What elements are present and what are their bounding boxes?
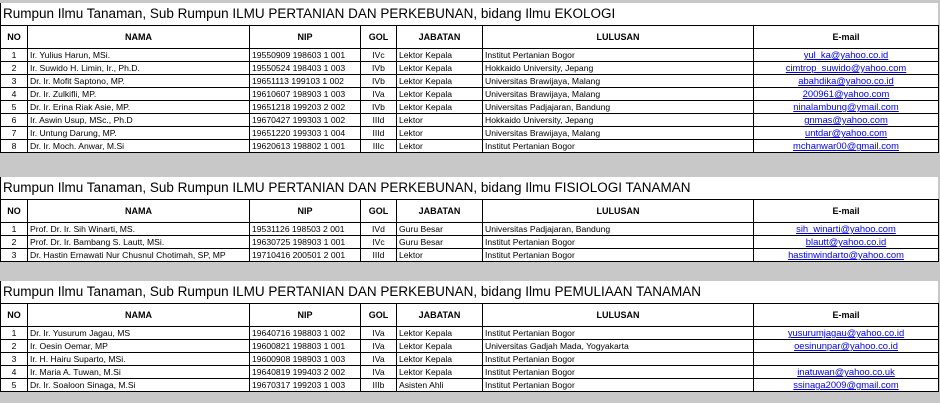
column-header-gol: GOL — [361, 200, 397, 223]
cell-no: 1 — [1, 223, 28, 236]
table-row — [1, 114, 939, 127]
email-link[interactable]: ssinaga2009@gmail.com — [793, 379, 899, 390]
cell-no: 7 — [1, 127, 28, 140]
cell-nama: Dr. Ir. Yusurum Jagau, MS — [28, 327, 250, 340]
cell-nip: 19710416 200501 2 001 — [250, 249, 361, 262]
email-link[interactable]: blautt@yahoo.co.id — [805, 236, 887, 247]
column-header-nama: NAMA — [28, 200, 250, 223]
email-link[interactable]: untdar@yahoo.com — [805, 127, 887, 138]
section-title: Rumpun Ilmu Tanaman, Sub Rumpun ILMU PERTANIAN DAN PERKEBUNAN, bidang Ilmu FISIOLOGI TANAMAN — [0, 177, 938, 199]
table-row — [1, 101, 939, 114]
cell-gol: IVb — [361, 75, 397, 88]
cell-nip: 19630725 198903 1 001 — [250, 236, 361, 249]
cell-lulusan: Institut Pertanian Bogor — [483, 140, 754, 153]
cell-gol: IVc — [361, 236, 397, 249]
table-row — [1, 236, 939, 249]
cell-email — [754, 327, 939, 340]
cell-nama: Dr. Ir. Moch. Anwar, M.Si — [28, 140, 250, 153]
cell-gol: IIIb — [361, 379, 397, 392]
cell-lulusan: Institut Pertanian Bogor — [483, 49, 754, 62]
table-row — [1, 379, 939, 392]
cell-email — [754, 62, 939, 75]
table-row — [1, 340, 939, 353]
cell-no: 5 — [1, 379, 28, 392]
cell-nama: Dr. Hastin Ernawati Nur Chusnul Chotimah, SP, MP — [28, 249, 250, 262]
table-row — [1, 353, 939, 366]
cell-gol: IVa — [361, 88, 397, 101]
cell-email — [754, 340, 939, 353]
cell-no: 8 — [1, 140, 28, 153]
cell-lulusan: Institut Pertanian Bogor — [483, 353, 754, 366]
table-row — [1, 88, 939, 101]
email-link[interactable]: inatuwan@yahoo.co.uk — [797, 366, 895, 377]
cell-nama: Ir. Yulius Harun, MSi. — [28, 49, 250, 62]
cell-gol: IVd — [361, 223, 397, 236]
cell-gol: IIIc — [361, 140, 397, 153]
cell-nip: 19550524 198403 1 003 — [250, 62, 361, 75]
cell-nama: Ir. Untung Darung, MP. — [28, 127, 250, 140]
cell-nama: Ir. Maria A. Tuwan, M.Si — [28, 366, 250, 379]
section-title: Rumpun Ilmu Tanaman, Sub Rumpun ILMU PERTANIAN DAN PERKEBUNAN, bidang Ilmu EKOLOGI — [0, 3, 938, 25]
table-row — [1, 327, 939, 340]
table-section — [0, 177, 938, 262]
cell-gol: IVb — [361, 62, 397, 75]
cell-email — [754, 49, 939, 62]
cell-jabatan: Lektor Kepala — [397, 49, 483, 62]
cell-jabatan: Guru Besar — [397, 223, 483, 236]
cell-nip: 19620613 198802 1 001 — [250, 140, 361, 153]
cell-nip: 19670427 199303 1 002 — [250, 114, 361, 127]
cell-nip: 19651113 199103 1 002 — [250, 75, 361, 88]
cell-jabatan: Lektor Kepala — [397, 88, 483, 101]
cell-nama: Ir. Suwido H. Limin, Ir., Ph.D. — [28, 62, 250, 75]
cell-lulusan: Universitas Gadjah Mada, Yogyakarta — [483, 340, 754, 353]
cell-email — [754, 236, 939, 249]
cell-no: 1 — [1, 327, 28, 340]
cell-nama: Ir. Oesin Oemar, MP — [28, 340, 250, 353]
column-header-no: NO — [1, 200, 28, 223]
column-header-email: E-mail — [754, 200, 939, 223]
email-link[interactable]: hastinwindarto@yahoo.com — [788, 249, 904, 260]
cell-jabatan: Lektor Kepala — [397, 62, 483, 75]
cell-lulusan: Institut Pertanian Bogor — [483, 379, 754, 392]
email-link[interactable]: yul_ka@yahoo.co.id — [803, 49, 889, 60]
cell-jabatan: Lektor — [397, 127, 483, 140]
email-link[interactable]: oesinunpar@yahoo.co.id — [794, 340, 898, 351]
email-link[interactable]: 200961@yahoo.com — [802, 88, 890, 99]
cell-email — [754, 249, 939, 262]
table-section — [0, 281, 938, 392]
cell-nama: Prof. Dr. Ir. Sih Winarti, MS. — [28, 223, 250, 236]
column-header-no: NO — [1, 304, 28, 327]
cell-jabatan: Lektor Kepala — [397, 75, 483, 88]
cell-nama: Dr. Ir. Erina Riak Asie, MP. — [28, 101, 250, 114]
email-link[interactable]: sih_winarti@yahoo.com — [796, 223, 896, 234]
table-row — [1, 62, 939, 75]
column-header-jabatan: JABATAN — [397, 26, 483, 49]
cell-nip: 19531126 198503 2 001 — [250, 223, 361, 236]
cell-lulusan: Universitas Brawijaya, Malang — [483, 127, 754, 140]
cell-email — [754, 101, 939, 114]
cell-jabatan: Lektor Kepala — [397, 340, 483, 353]
cell-no: 4 — [1, 366, 28, 379]
column-header-gol: GOL — [361, 26, 397, 49]
table-row — [1, 75, 939, 88]
cell-no: 5 — [1, 101, 28, 114]
cell-email — [754, 140, 939, 153]
cell-email — [754, 75, 939, 88]
cell-gol: IVa — [361, 353, 397, 366]
cell-nip: 19651218 199203 2 002 — [250, 101, 361, 114]
column-header-jabatan: JABATAN — [397, 200, 483, 223]
cell-lulusan: Universitas Brawijaya, Malang — [483, 88, 754, 101]
table-row — [1, 49, 939, 62]
cell-jabatan: Lektor — [397, 140, 483, 153]
cell-jabatan: Guru Besar — [397, 236, 483, 249]
cell-no: 2 — [1, 340, 28, 353]
column-header-nip: NIP — [250, 304, 361, 327]
email-link[interactable]: gnmas@yahoo.com — [804, 114, 888, 125]
cell-nama: Dr. Ir. Soaloon Sinaga, M.Si — [28, 379, 250, 392]
cell-no: 2 — [1, 62, 28, 75]
cell-nama: Dr. Ir. Zulkifli, MP. — [28, 88, 250, 101]
cell-gol: IIId — [361, 127, 397, 140]
column-header-lulusan: LULUSAN — [483, 200, 754, 223]
cell-no: 3 — [1, 249, 28, 262]
table-row — [1, 249, 939, 262]
cell-nip: 19640819 199403 2 002 — [250, 366, 361, 379]
staff-table — [0, 199, 939, 262]
column-header-jabatan: JABATAN — [397, 304, 483, 327]
cell-nip: 19600821 198803 1 001 — [250, 340, 361, 353]
cell-gol: IVb — [361, 101, 397, 114]
table-row — [1, 223, 939, 236]
cell-nip: 19640716 198803 1 002 — [250, 327, 361, 340]
email-link[interactable]: yusurumjagau@yahoo.co.id — [787, 327, 905, 338]
cell-lulusan: Institut Pertanian Bogor — [483, 327, 754, 340]
cell-email — [754, 379, 939, 392]
cell-jabatan: Lektor Kepala — [397, 327, 483, 340]
cell-gol: IVc — [361, 49, 397, 62]
cell-no: 4 — [1, 88, 28, 101]
staff-table — [0, 25, 939, 153]
cell-no: 3 — [1, 353, 28, 366]
header-row — [1, 304, 939, 327]
column-header-no: NO — [1, 26, 28, 49]
table-row — [1, 127, 939, 140]
table-section — [0, 3, 938, 153]
cell-no: 2 — [1, 236, 28, 249]
cell-email — [754, 353, 939, 366]
cell-nama: Ir. H. Hairu Suparto, MSi. — [28, 353, 250, 366]
cell-no: 1 — [1, 49, 28, 62]
cell-email — [754, 127, 939, 140]
cell-jabatan: Asisten Ahli — [397, 379, 483, 392]
cell-gol: IVa — [361, 366, 397, 379]
cell-lulusan: Hokkaido University, Jepang — [483, 62, 754, 75]
cell-lulusan: Institut Pertanian Bogor — [483, 236, 754, 249]
cell-nip: 19550909 198603 1 001 — [250, 49, 361, 62]
column-header-gol: GOL — [361, 304, 397, 327]
column-header-nip: NIP — [250, 26, 361, 49]
column-header-nip: NIP — [250, 200, 361, 223]
table-row — [1, 140, 939, 153]
cell-lulusan: Institut Pertanian Bogor — [483, 249, 754, 262]
cell-email — [754, 88, 939, 101]
column-header-nama: NAMA — [28, 26, 250, 49]
cell-lulusan: Universitas Padjajaran, Bandung — [483, 223, 754, 236]
section-title: Rumpun Ilmu Tanaman, Sub Rumpun ILMU PERTANIAN DAN PERKEBUNAN, bidang Ilmu PEMULIAAN TANAMAN — [0, 281, 938, 303]
staff-table — [0, 303, 939, 392]
cell-email — [754, 223, 939, 236]
header-row — [1, 26, 939, 49]
column-header-lulusan: LULUSAN — [483, 26, 754, 49]
cell-gol: IIId — [361, 249, 397, 262]
cell-lulusan: Universitas Brawijaya, Malang — [483, 75, 754, 88]
cell-jabatan: Lektor Kepala — [397, 353, 483, 366]
cell-nip: 19600908 198903 1 003 — [250, 353, 361, 366]
cell-nama: Ir. Aswin Usup, MSc., Ph.D — [28, 114, 250, 127]
cell-gol: IVa — [361, 340, 397, 353]
cell-nip: 19670317 199203 1 003 — [250, 379, 361, 392]
email-link[interactable]: ninalambung@ymail.com — [793, 101, 899, 112]
cell-no: 3 — [1, 75, 28, 88]
column-header-lulusan: LULUSAN — [483, 304, 754, 327]
cell-lulusan: Institut Pertanian Bogor — [483, 366, 754, 379]
cell-gol: IIId — [361, 114, 397, 127]
cell-jabatan: Lektor — [397, 249, 483, 262]
cell-lulusan: Universitas Padjajaran, Bandung — [483, 101, 754, 114]
cell-email — [754, 114, 939, 127]
cell-email — [754, 366, 939, 379]
column-header-email: E-mail — [754, 26, 939, 49]
header-row — [1, 200, 939, 223]
column-header-nama: NAMA — [28, 304, 250, 327]
cell-jabatan: Lektor Kepala — [397, 101, 483, 114]
cell-no: 6 — [1, 114, 28, 127]
email-link[interactable]: abahdika@yahoo.co.id — [798, 75, 894, 86]
table-row — [1, 366, 939, 379]
cell-nip: 19651220 199303 1 004 — [250, 127, 361, 140]
cell-jabatan: Lektor Kepala — [397, 366, 483, 379]
email-link[interactable]: cimtrop_suwido@yahoo.com — [785, 62, 907, 73]
cell-gol: IVa — [361, 327, 397, 340]
cell-jabatan: Lektor — [397, 114, 483, 127]
column-header-email: E-mail — [754, 304, 939, 327]
email-link[interactable]: mchanwar00@gmail.com — [793, 140, 899, 151]
cell-nip: 19610607 198903 1 003 — [250, 88, 361, 101]
cell-nama: Dr. Ir. Mofit Saptono, MP. — [28, 75, 250, 88]
cell-lulusan: Hokkaido University, Jepang — [483, 114, 754, 127]
cell-nama: Prof. Dr. Ir. Bambang S. Lautt, MSi. — [28, 236, 250, 249]
